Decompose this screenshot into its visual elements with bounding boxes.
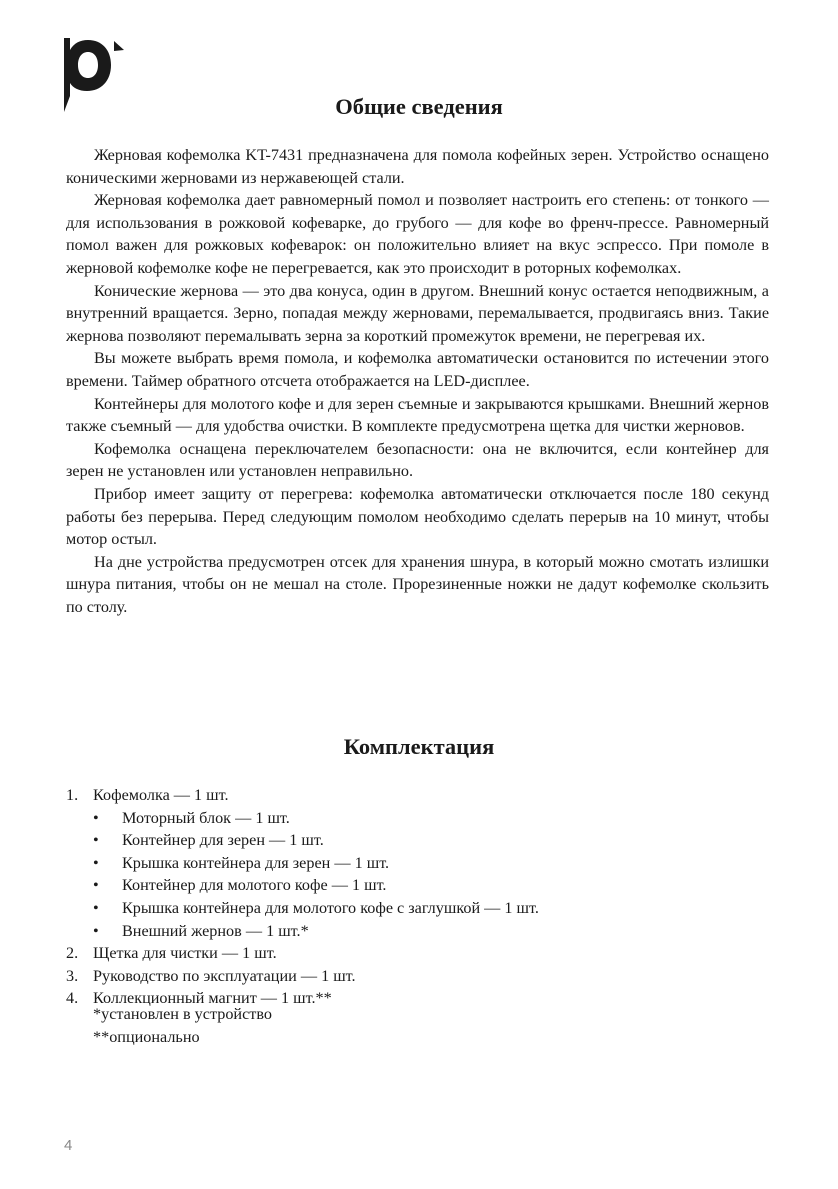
- item-text: Кофемолка — 1 шт.: [93, 786, 229, 804]
- paragraph: Вы можете выбрать время помола, и кофемолка автоматически остановится по истечении этого времени. Таймер обратного отсчета отображается на LED-дисплее.: [66, 349, 769, 390]
- page-number: 4: [64, 1137, 73, 1154]
- item-number: 4.: [66, 989, 79, 1008]
- kit-list: [66, 784, 766, 1010]
- page-title: Общие сведения: [335, 94, 503, 119]
- kit-subitem: [93, 852, 766, 875]
- subitem-text: Моторный блок — 1 шт.: [122, 808, 290, 827]
- item-text: Руководство по эксплуатации — 1 шт.: [93, 966, 356, 985]
- paragraph: Жерновая кофемолка KT-7431 предназначена для помола кофейных зерен. Устройство оснащено коническими жерновами из нержавеющей стали.: [66, 146, 769, 187]
- kit-subitem: [93, 874, 766, 897]
- paragraph: Жерновая кофемолка дает равномерный помол и позволяет настроить его степень: от тонкого — для использования в рожковой кофеварке, до грубого — для кофе во френч-прессе. Равномерный помол важен для рожковых кофеварок: он положительно влияет на вкус эспрессо. При помоле в жерновой кофемолке кофе не перегревается, как это происходит в роторных кофемолках.: [66, 191, 769, 277]
- footnotes: [93, 1003, 272, 1048]
- kit-subitem: [93, 920, 766, 943]
- paragraph: Прибор имеет защиту от перегрева: кофемолка автоматически отключается после 180 секунд работы без перерыва. Перед следующим помолом необходимо сделать перерыв на 10 минут, чтобы мотор остыл.: [66, 484, 769, 549]
- subitem-text: Внешний жернов — 1 шт.*: [122, 921, 309, 940]
- paragraph: Контейнеры для молотого кофе и для зерен съемные и закрываются крышками. Внешний жернов также съемный — для удобства очистки. В комплекте предусмотрена щетка для чистки жерновов.: [66, 394, 769, 436]
- kit-item: [66, 784, 766, 942]
- paragraph: На дне устройства предусмотрен отсек для хранения шнура, в который можно смотать излишки шнура питания, чтобы он не мешал на столе. Прорезиненные ножки не дадут кофемолке скользить по столу.: [66, 552, 769, 616]
- item-text: Щетка для чистки — 1 шт.: [93, 944, 277, 963]
- footnote: *установлен в устройство: [93, 1005, 272, 1023]
- item-text: Коллекционный магнит — 1 шт.**: [93, 989, 332, 1008]
- kit-subitem: [93, 807, 766, 830]
- kit-title: Комплектация: [343, 734, 495, 759]
- bullet-icon: •: [93, 921, 99, 940]
- kit-subitem: [93, 897, 766, 920]
- subitem-text: Крышка контейнера для зерен — 1 шт.: [122, 853, 390, 872]
- kit-item: [66, 942, 766, 965]
- subitem-text: Контейнер для молотого кофе — 1 шт.: [122, 876, 387, 895]
- bullet-icon: •: [93, 853, 99, 872]
- kit-item: [66, 965, 766, 988]
- subitem-text: Контейнер для зерен — 1 шт.: [122, 831, 324, 850]
- general-info-text: [66, 144, 769, 618]
- bullet-icon: •: [93, 808, 99, 827]
- item-number: 3.: [66, 966, 79, 985]
- bullet-icon: •: [93, 898, 99, 917]
- bullet-icon: •: [93, 831, 99, 850]
- item-number: 1.: [66, 786, 79, 804]
- subitem-text: Крышка контейнера для молотого кофе с заглушкой — 1 шт.: [122, 898, 539, 917]
- footnote: **опционально: [93, 1027, 200, 1046]
- paragraph: Кофемолка оснащена переключателем безопасности: она не включится, если контейнер для зерен не установлен или установлен неправильно.: [66, 439, 769, 481]
- kit-subitem: [93, 829, 766, 852]
- kit-sublist: [93, 807, 766, 943]
- bullet-icon: •: [93, 876, 99, 895]
- item-number: 2.: [66, 944, 79, 963]
- paragraph: Конические жернова — это два конуса, один в другом. Внешний конус остается неподвижным, а внутренний вращается. Зерно, попадая между жерновами, перемалывается, продвигаясь вниз. Такие жернова позволяют перемалывать зерна за короткий промежуток времени, не перегревая их.: [66, 281, 769, 345]
